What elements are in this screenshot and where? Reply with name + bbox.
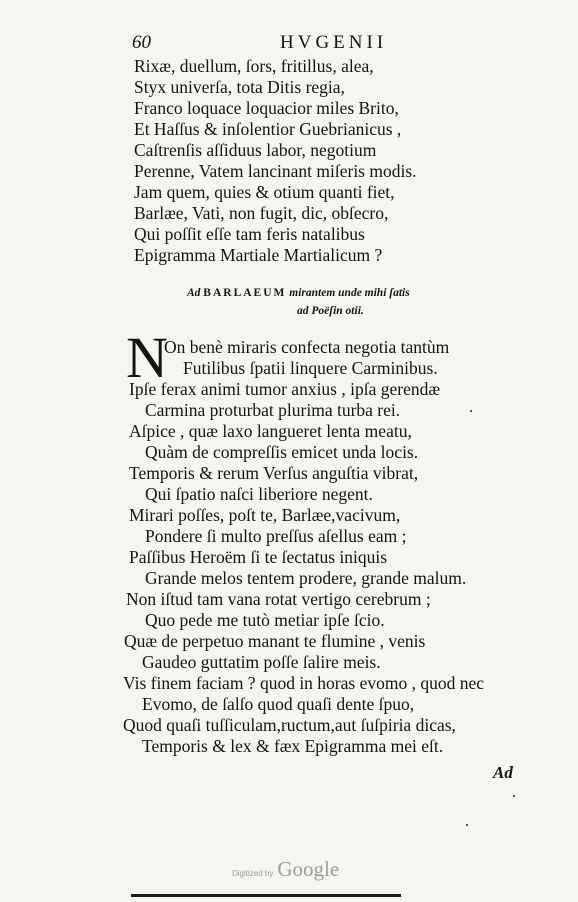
ink-speck — [470, 410, 472, 412]
ink-speck — [513, 795, 515, 797]
verse-line: Epigramma Martiale Martialicum ? — [134, 245, 383, 265]
caption-rest: mirantem unde mihi ſatis — [289, 287, 410, 299]
catchword: Ad — [493, 763, 513, 782]
verse-line: Paſſibus Heroëm ſi te ſectatus iniquis — [129, 547, 388, 567]
verse-line: Temporis & rerum Verſus anguſtia vibrat, — [129, 463, 419, 483]
watermark-small-text: Digitized by — [232, 869, 274, 878]
digitized-watermark — [232, 857, 339, 882]
verse-line: Quàm de compreſſis emicet unda locis. — [145, 442, 419, 462]
poem-caption-line1 — [187, 287, 410, 299]
verse-line: Quæ de perpetuo manant te flumine , venis — [124, 631, 426, 651]
verse-line: On benè miraris confecta negotia tantùm — [164, 337, 450, 357]
verse-line: Rixæ, duellum, ſors, fritillus, alea, — [134, 56, 374, 76]
verse-line: Qui ſpatio naſci liberiore negent. — [145, 484, 373, 504]
verse-line: Perenne, Vatem lancinant miſeris modis. — [134, 161, 417, 181]
verse-line: Jam quem, quies & otium quanti fiet, — [134, 182, 395, 202]
running-head: HVGENII — [280, 32, 388, 53]
verse-line: Temporis & lex & fæx Epigramma mei eſt. — [142, 736, 444, 756]
verse-line: Futilibus ſpatii linquere Carminibus. — [183, 358, 438, 378]
verse-line: Ipſe ferax animi tumor anxius , ipſa gerendæ — [129, 379, 441, 399]
caption-name: BARLAEUM — [203, 287, 287, 299]
verse-line: Evomo, de ſalſo quod quaſi dente ſpuo, — [142, 694, 415, 714]
watermark-logo-text: Google — [277, 857, 340, 881]
verse-line: Caſtrenſis aſſiduus labor, negotium — [134, 140, 377, 160]
verse-line: Gaudeo guttatim poſſe ſalire meis. — [142, 652, 381, 672]
verse-line: Quod quaſi tuſſiculam,ructum,aut ſuſpiria dicas, — [123, 715, 456, 735]
verse-line: Qui poſſit eſſe tam feris natalibus — [134, 224, 365, 244]
verse-line: Vis finem faciam ? quod in horas evomo , quod nec — [123, 673, 485, 693]
page-header — [132, 32, 432, 58]
caption-ad: Ad — [187, 287, 201, 299]
drop-capital: N — [126, 325, 168, 390]
ink-speck — [466, 824, 468, 826]
bottom-rule — [131, 894, 401, 897]
poem-caption-line2: ad Poëſin otii. — [297, 305, 364, 317]
verse-line: Et Haſſus & inſolentior Guebrianicus , — [134, 119, 402, 139]
verse-line: Mirari poſſes, poſt te, Barlæe,vacivum, — [129, 505, 401, 525]
verse-line: Grande melos tentem prodere, grande malum. — [145, 568, 467, 588]
verse-line: Styx univerſa, tota Ditis regia, — [134, 77, 345, 97]
page-number: 60 — [132, 32, 151, 53]
verse-line: Aſpice , quæ laxo langueret lenta meatu, — [129, 421, 412, 441]
verse-line: Carmina proturbat plurima turba rei. — [145, 400, 401, 420]
verse-line: Barlæe, Vati, non fugit, dic, obſecro, — [134, 203, 389, 223]
verse-line: Quo pede me tutò metiar ipſe ſcio. — [145, 610, 385, 630]
verse-line: Franco loquace loquacior miles Brito, — [134, 98, 399, 118]
verse-line: Non iſtud tam vana rotat vertigo cerebrum ; — [126, 589, 431, 609]
verse-line: Pondere ſi multo preſſus aſellus eam ; — [145, 526, 407, 546]
